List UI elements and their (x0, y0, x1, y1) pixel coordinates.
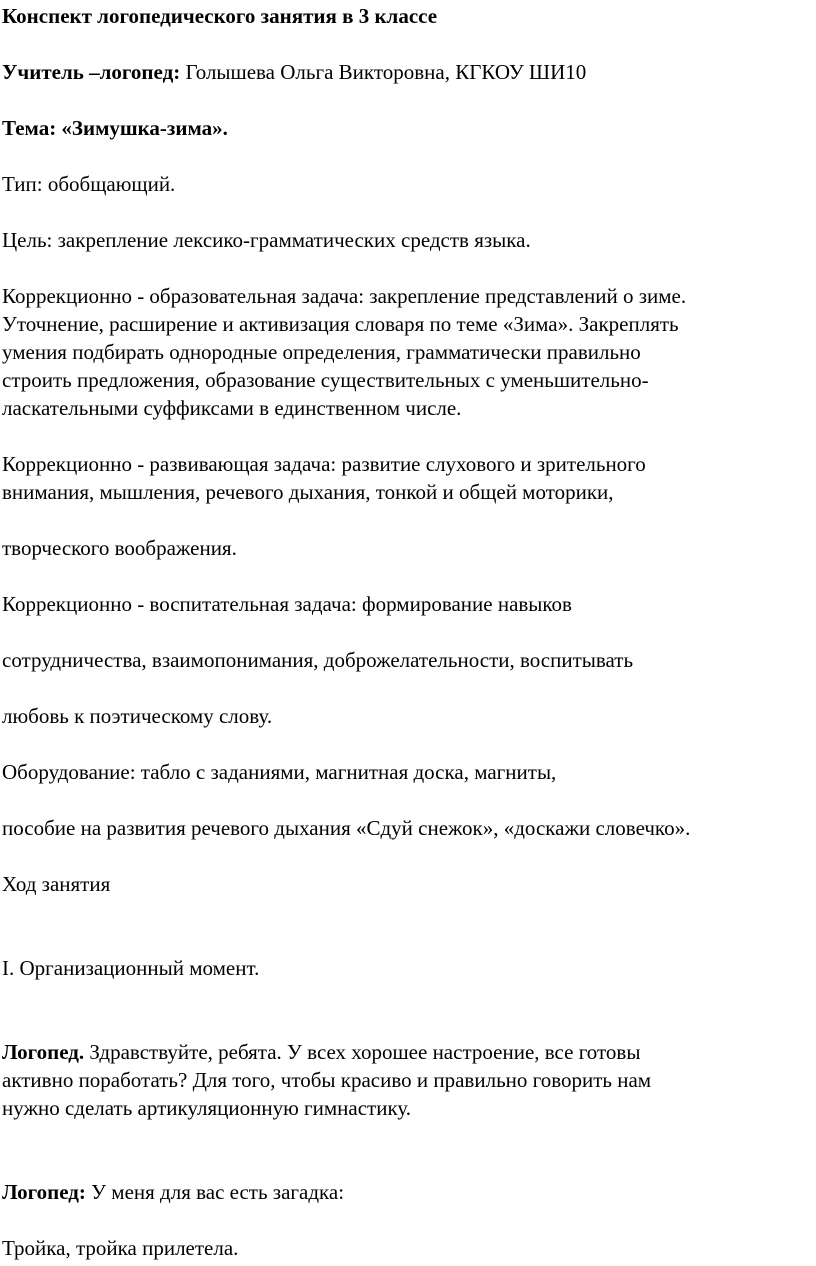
speech-therapist-greeting (2, 1038, 814, 1122)
speech-line: активно поработать? Для того, чтобы красиво и правильно говорить нам (2, 1068, 652, 1092)
speech-line (2, 1038, 814, 1066)
equipment: Оборудование: табло с заданиями, магнитная доска, магниты, (2, 760, 557, 784)
lesson-goal: Цель: закрепление лексико-грамматических средств языка. (2, 228, 531, 252)
speech-text: У меня для вас есть загадка: (85, 1180, 345, 1204)
speaker-label: Логопед. (2, 1040, 85, 1064)
upbringing-task-continued: сотрудничества, взаимопонимания, доброжелательности, воспитывать (2, 648, 634, 672)
lesson-type: Тип: обобщающий. (2, 172, 176, 196)
teacher-label: Учитель –логопед: (2, 60, 181, 84)
speech-text: Здравствуйте, ребята. У всех хорошее настроение, все готовы (84, 1040, 641, 1064)
developing-task-line: Коррекционно - развивающая задача: развитие слухового и зрительного (2, 452, 646, 476)
speech-therapist-riddle-intro (2, 1178, 814, 1206)
educational-task-line: умения подбирать однородные определения, грамматически правильно (2, 340, 641, 364)
developing-task-end: творческого воображения. (2, 536, 237, 560)
upbringing-task: Коррекционно - воспитательная задача: формирование навыков (2, 592, 572, 616)
speaker-label: Логопед: (2, 1180, 86, 1204)
educational-task-line: строить предложения, образование существительных с уменьшительно- (2, 368, 649, 392)
educational-task-line: Уточнение, расширение и активизация словаря по теме «Зима». Закреплять (2, 312, 679, 336)
equipment-continued: пособие на развития речевого дыхания «Сдуй снежок», «доскажи словечко». (2, 816, 691, 840)
developing-task (2, 450, 814, 506)
upbringing-task-end: любовь к поэтическому слову. (2, 704, 273, 728)
speech-line: нужно сделать артикуляционную гимнастику. (2, 1096, 412, 1120)
developing-task-line: внимания, мышления, речевого дыхания, тонкой и общей моторики, (2, 480, 614, 504)
lesson-topic: Тема: «Зимушка-зима». (2, 116, 228, 140)
educational-task (2, 282, 814, 422)
teacher-line (2, 58, 814, 86)
educational-task-line: Коррекционно - образовательная задача: закрепление представлений о зиме. (2, 284, 687, 308)
section-heading: I. Организационный момент. (2, 956, 260, 980)
educational-task-line: ласкательными суффиксами в единственном числе. (2, 396, 462, 420)
lesson-progress-heading: Ход занятия (2, 872, 111, 896)
document-title: Конспект логопедического занятия в 3 классе (2, 4, 438, 28)
riddle-line: Тройка, тройка прилетела. (2, 1236, 239, 1260)
teacher-value: Голышева Ольга Викторовна, КГКОУ ШИ10 (180, 60, 587, 84)
